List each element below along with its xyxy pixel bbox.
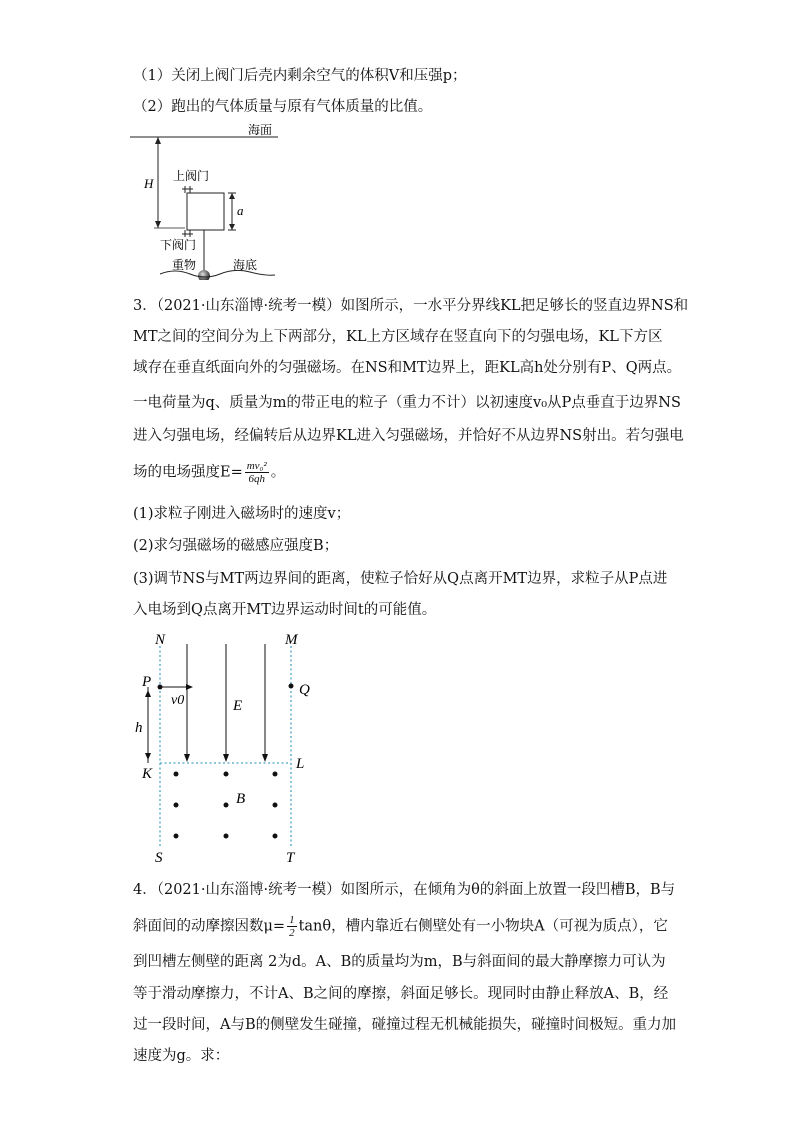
q3-line6-pre: 场的电场强度E= bbox=[133, 464, 243, 481]
q2-figure bbox=[130, 120, 290, 280]
q3-line5: 进入匀强电场，经偏转后从边界KL进入匀强磁场，并恰好不从边界NS射出。若匀强电 bbox=[133, 428, 684, 444]
q4-line2-post: tanθ，槽内靠近右侧壁处有一小物块A（可视为质点），它 bbox=[298, 918, 668, 935]
h-arrow-top bbox=[145, 690, 151, 697]
label-h: h bbox=[135, 720, 143, 736]
q3-part2: (2)求匀强磁场的磁感应强度B； bbox=[133, 538, 339, 554]
a-arrow-bottom bbox=[229, 224, 235, 230]
q4-fraction-denominator: 2 bbox=[289, 927, 295, 939]
label-e: E bbox=[233, 698, 243, 714]
label-t: T bbox=[286, 850, 295, 866]
q3-part3b: 入电场到Q点离开MT边界运动时间t的可能值。 bbox=[133, 602, 437, 618]
h-arrow-bottom bbox=[155, 221, 161, 228]
b-dot bbox=[174, 803, 179, 808]
q3-fraction-numerator: mv₀² bbox=[246, 460, 267, 472]
weight-label: 重物 bbox=[172, 258, 197, 272]
q3-line6-post: 。 bbox=[270, 464, 286, 481]
q3-line1: 3．（2021·山东淄博·统考一模）如图所示，一水平分界线KL把足够长的竖直边界NS和 bbox=[133, 298, 689, 314]
label-m: M bbox=[285, 632, 298, 648]
e-field-arrow-1 bbox=[184, 754, 190, 762]
label-l: L bbox=[296, 756, 305, 772]
h-label: H bbox=[144, 176, 154, 191]
q4-line2 bbox=[133, 914, 668, 939]
h-arrow-bottom bbox=[145, 753, 151, 760]
b-dot bbox=[224, 803, 229, 808]
q4-line5: 过一段时间，A与B的侧壁发生碰撞，碰撞过程无机械能损失，碰撞时间极短。重力加 bbox=[133, 1017, 677, 1033]
q4-line2-pre: 斜面间的动摩擦因数μ= bbox=[133, 918, 286, 935]
lower-valve-label: 下阀门 bbox=[160, 238, 197, 252]
container-box bbox=[187, 193, 224, 230]
q3-fraction-denominator: 6qh bbox=[248, 473, 265, 485]
q3-part1: (1)求粒子刚进入磁场时的速度v； bbox=[133, 506, 351, 522]
b-dot bbox=[174, 834, 179, 839]
q3-figure bbox=[135, 626, 335, 866]
label-p: P bbox=[142, 674, 152, 690]
q2-sub2: （2）跑出的气体质量与原有气体质量的比值。 bbox=[133, 99, 433, 115]
q3-line3: 域存在垂直纸面向外的匀强磁场。在NS和MT边界上，距KL高h处分别有P、Q两点。 bbox=[133, 360, 682, 376]
a-arrow-top bbox=[229, 193, 235, 199]
b-dot bbox=[273, 834, 278, 839]
q3-line6 bbox=[133, 460, 285, 485]
seabed-label: 海底 bbox=[233, 258, 258, 272]
label-n: N bbox=[155, 632, 166, 648]
q4-line1: 4．（2021·山东淄博·统考一模）如图所示，在倾角为θ的斜面上放置一段凹槽B，B与 bbox=[133, 882, 676, 898]
label-s: S bbox=[155, 850, 163, 866]
q3-field-fraction bbox=[245, 460, 269, 485]
b-dot bbox=[224, 772, 229, 777]
seabed-line bbox=[160, 270, 275, 277]
label-q: Q bbox=[299, 682, 310, 698]
b-dot bbox=[273, 803, 278, 808]
e-field-arrow-3 bbox=[262, 754, 268, 762]
q4-fraction-numerator: 1 bbox=[289, 914, 295, 926]
q4-line6: 速度为g。求： bbox=[133, 1048, 230, 1064]
label-b: B bbox=[236, 791, 246, 807]
e-field-arrow-2 bbox=[223, 754, 229, 762]
q4-line3: 到凹槽左侧壁的距离 2为d。A、B的质量均为m，B与斜面间的最大静摩擦力可认为 bbox=[133, 954, 666, 970]
a-label: a bbox=[237, 203, 244, 218]
h-arrow-top bbox=[155, 137, 161, 144]
q3-part3a: (3)调节NS与MT两边界间的距离，使粒子恰好从Q点离开MT边界，求粒子从P点进 bbox=[133, 571, 668, 587]
sea-surface-label: 海面 bbox=[248, 123, 273, 137]
point-q bbox=[289, 684, 294, 689]
b-dot bbox=[224, 834, 229, 839]
q3-line4: 一电荷量为q、质量为m的带正电的粒子（重力不计）以初速度v₀从P点垂直于边界NS bbox=[133, 395, 681, 411]
q3-line2: MT之间的空间分为上下两部分，KL上方区域存在竖直向下的匀强电场，KL下方区 bbox=[133, 329, 663, 345]
b-dot bbox=[174, 772, 179, 777]
label-v0: v0 bbox=[171, 693, 185, 708]
upper-valve-label: 上阀门 bbox=[173, 169, 210, 183]
q4-mu-fraction bbox=[287, 914, 297, 939]
q4-line4: 等于滑动摩擦力，不计A、B之间的摩擦，斜面足够长。现同时由静止释放A、B，经 bbox=[133, 986, 669, 1002]
label-k: K bbox=[142, 766, 153, 782]
weight-ball bbox=[198, 270, 210, 280]
q2-sub1: （1）关闭上阀门后壳内剩余空气的体积V和压强p； bbox=[133, 68, 467, 84]
b-dot bbox=[273, 772, 278, 777]
